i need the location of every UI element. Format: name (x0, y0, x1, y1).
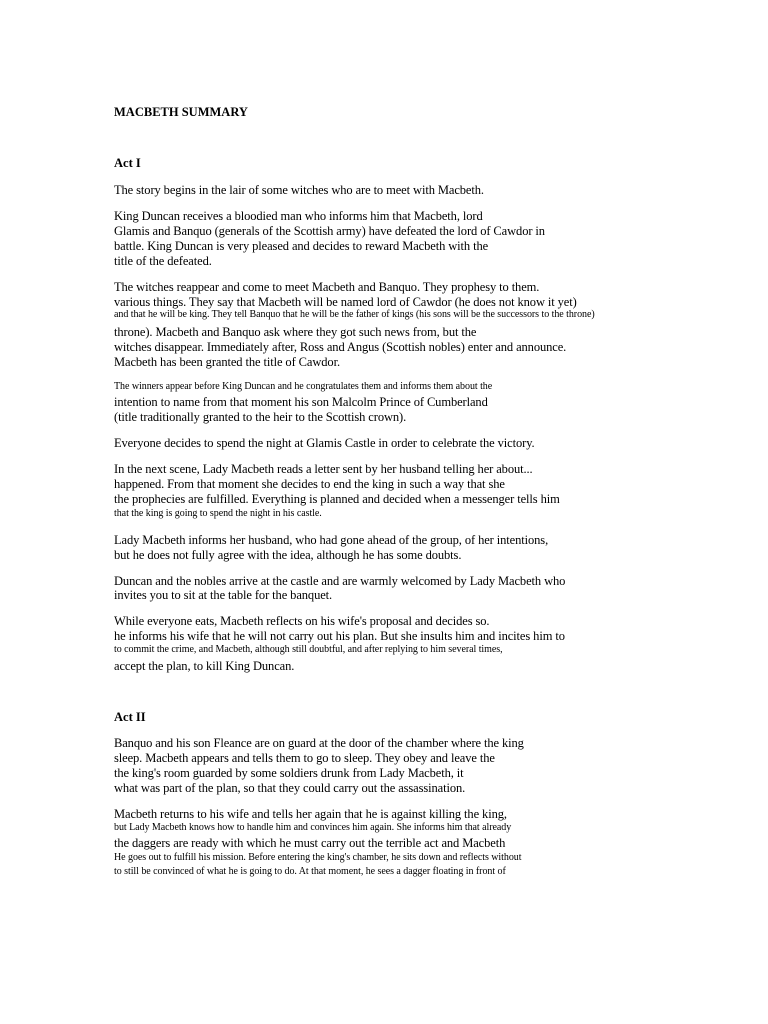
paragraph-line: The winners appear before King Duncan and he congratulates them and informs them about the (114, 381, 493, 392)
paragraph-line: witches disappear. Immediately after, Ross and Angus (Scottish nobles) enter and announce. (114, 340, 567, 354)
paragraph-line: King Duncan receives a bloodied man who informs him that Macbeth, lord (114, 209, 483, 223)
paragraph-line: invites you to sit at the table for the banquet. (114, 588, 333, 602)
paragraph-line: he informs his wife that he will not carry out his plan. But she insults him and incites him to (114, 629, 565, 643)
paragraph-line: happened. From that moment she decides to end the king in such a way that she (114, 477, 505, 491)
paragraph-line: title of the defeated. (114, 254, 212, 268)
paragraph-line: the king's room guarded by some soldiers drunk from Lady Macbeth, it (114, 766, 464, 780)
paragraph-line: what was part of the plan, so that they could carry out the assassination. (114, 781, 466, 795)
paragraph-line: battle. King Duncan is very pleased and decides to reward Macbeth with the (114, 239, 489, 253)
paragraph-line: Macbeth has been granted the title of Cawdor. (114, 355, 340, 369)
document-title: MACBETH SUMMARY (114, 105, 248, 119)
paragraph-line: Everyone decides to spend the night at Glamis Castle in order to celebrate the victory. (114, 436, 535, 450)
paragraph-line: Glamis and Banquo (generals of the Scottish army) have defeated the lord of Cawdor in (114, 224, 545, 238)
paragraph-line: and that he will be king. They tell Banquo that he will be the father of kings (his sons will be the successors to the throne) (114, 309, 595, 320)
paragraph-line: various things. They say that Macbeth will be named lord of Cawdor (he does not know it yet) (114, 295, 577, 309)
paragraph-line: sleep. Macbeth appears and tells them to go to sleep. They obey and leave the (114, 751, 495, 765)
act-2-heading: Act II (114, 710, 146, 724)
paragraph-line: The witches reappear and come to meet Macbeth and Banquo. They prophesy to them. (114, 280, 540, 294)
paragraph-line: to still be convinced of what he is going to do. At that moment, he sees a dagger floating in front of (114, 866, 506, 877)
paragraph-line: The story begins in the lair of some witches who are to meet with Macbeth. (114, 183, 484, 197)
paragraph-line: (title traditionally granted to the heir to the Scottish crown). (114, 410, 407, 424)
paragraph-line: but Lady Macbeth knows how to handle him and convinces him again. She informs him that already (114, 822, 512, 833)
paragraph-line: intention to name from that moment his son Malcolm Prince of Cumberland (114, 395, 488, 409)
paragraph-line: that the king is going to spend the night in his castle. (114, 508, 322, 519)
paragraph-line: to commit the crime, and Macbeth, although still doubtful, and after replying to him several times, (114, 644, 503, 655)
paragraph-line: accept the plan, to kill King Duncan. (114, 659, 295, 673)
act-1-heading: Act I (114, 156, 141, 170)
paragraph-line: but he does not fully agree with the idea, although he has some doubts. (114, 548, 462, 562)
paragraph-line: While everyone eats, Macbeth reflects on his wife's proposal and decides so. (114, 614, 490, 628)
paragraph-line: throne). Macbeth and Banquo ask where they got such news from, but the (114, 325, 477, 339)
paragraph-line: the prophecies are fulfilled. Everything is planned and decided when a messenger tells him (114, 492, 560, 506)
paragraph-line: the daggers are ready with which he must carry out the terrible act and Macbeth (114, 836, 506, 850)
paragraph-line: Duncan and the nobles arrive at the castle and are warmly welcomed by Lady Macbeth who (114, 574, 566, 588)
paragraph-line: He goes out to fulfill his mission. Before entering the king's chamber, he sits down and reflects without (114, 852, 522, 863)
paragraph-line: Banquo and his son Fleance are on guard at the door of the chamber where the king (114, 736, 524, 750)
paragraph-line: In the next scene, Lady Macbeth reads a letter sent by her husband telling her about... (114, 462, 533, 476)
paragraph-line: Macbeth returns to his wife and tells her again that he is against killing the king, (114, 807, 507, 821)
paragraph-line: Lady Macbeth informs her husband, who had gone ahead of the group, of her intentions, (114, 533, 549, 547)
